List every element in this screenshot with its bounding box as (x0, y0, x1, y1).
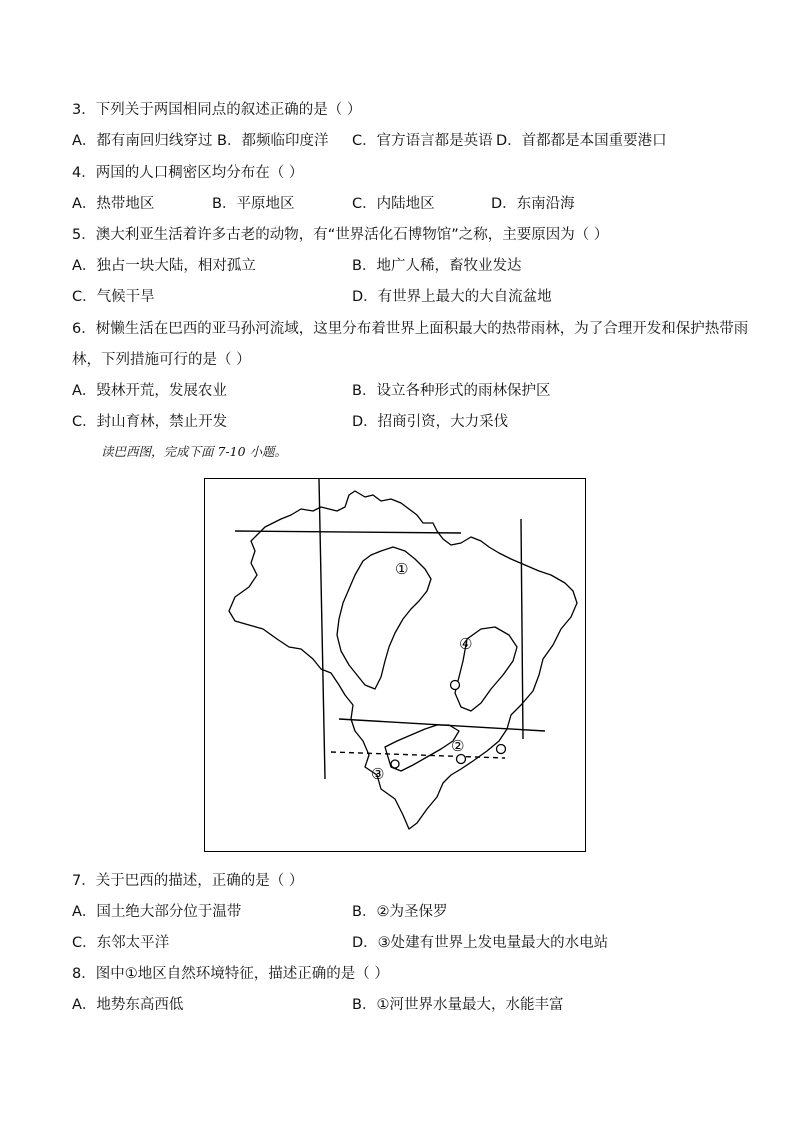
q7-stem: 7．关于巴西的描述，正确的是（ ） (72, 873, 304, 889)
tropic-line (339, 719, 545, 731)
brazil-map-drawing (205, 479, 585, 851)
meridian-east-line (521, 519, 523, 739)
brazil-map (204, 478, 586, 852)
q6-stem-line2: 林，下列措施可行的是（ ） (72, 352, 251, 368)
city-dot-3 (457, 755, 466, 764)
q6-option-a: A．毁林开荒，发展农业 (72, 383, 227, 399)
map-label-4: ④ (459, 635, 473, 653)
dashed-parallel-line (331, 752, 505, 758)
q6-stem-line1: 6．树懒生活在巴西的亚马孙河流域，这里分布着世界上面积最大的热带雨林，为了合理开发和保护热带雨 (72, 321, 749, 337)
q7-option-d: D．③处建有世界上发电量最大的水电站 (352, 935, 609, 951)
q3-option-a-b: A．都有南回归线穿过 B．都频临印度洋 (72, 133, 329, 149)
map-label-1: ① (395, 560, 409, 578)
q7-option-c: C．东邻太平洋 (72, 935, 170, 951)
q5-option-c: C．气候干旱 (72, 289, 155, 305)
q3-option-d: D．首都都是本国重要港口 (496, 133, 667, 149)
q8-stem: 8．图中①地区自然环境特征，描述正确的是（ ） (72, 966, 389, 982)
river-outline (337, 547, 431, 689)
q5-stem: 5．澳大利亚生活着许多古老的动物，有“世界活化石博物馆”之称，主要原因为（ ） (72, 227, 609, 243)
map-intro: 读巴西图，完成下面 7-10 小题。 (101, 444, 288, 459)
map-label-2: ② (451, 737, 465, 755)
city-dot-1 (451, 681, 460, 690)
meridian-west-line (319, 479, 325, 779)
q4-option-d: D．东南沿海 (491, 196, 575, 212)
q6-option-d: D．招商引资，大力采伐 (352, 414, 509, 430)
brazil-outline (229, 491, 577, 829)
q8-option-a: A．地势东高西低 (72, 997, 184, 1013)
q5-option-a: A．独占一块大陆，相对孤立 (72, 258, 256, 274)
q7-option-b: B．②为圣保罗 (352, 904, 448, 920)
q8-option-b: B．①河世界水量最大，水能丰富 (352, 997, 564, 1013)
q4-option-c: C．内陆地区 (352, 196, 435, 212)
q4-stem: 4．两国的人口稠密区均分布在（ ） (72, 165, 304, 181)
city-dot-4 (391, 760, 399, 768)
q3-stem: 3．下列关于两国相同点的叙述正确的是（ ） (72, 102, 362, 118)
q5-option-d: D．有世界上最大的大自流盆地 (352, 289, 552, 305)
map-label-3: ③ (371, 765, 385, 783)
q3-option-c: C．官方语言都是英语 (352, 133, 493, 149)
q4-option-a: A．热带地区 (72, 196, 155, 212)
q6-option-c: C．封山育林，禁止开发 (72, 414, 228, 430)
q7-option-a: A．国土绝大部分位于温带 (72, 904, 242, 920)
q4-option-b: B．平原地区 (212, 196, 295, 212)
q5-option-b: B．地广人稀，畜牧业发达 (352, 258, 522, 274)
q6-option-b: B．设立各种形式的雨林保护区 (352, 383, 551, 399)
city-dot-2 (497, 745, 506, 754)
equator-line (235, 531, 461, 533)
